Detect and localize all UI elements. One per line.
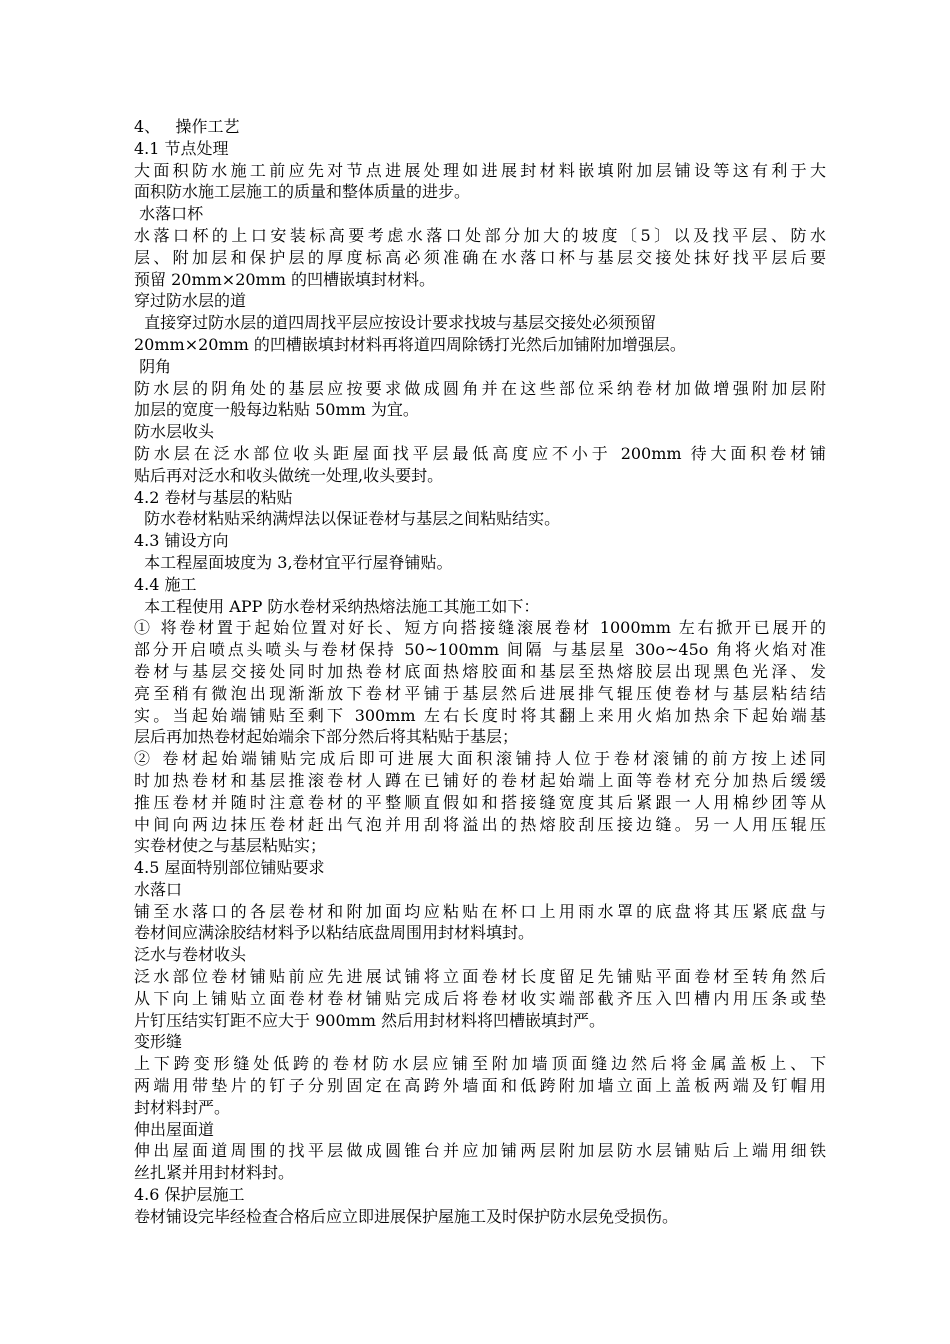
text-line: 卷材与基层交接处同时加热卷材底面热熔胶面和基层至热熔胶层出现黑色光泽、发: [134, 661, 826, 681]
text-line: 实。当起始端铺贴至剩下 300mm 左右长度时将其翻上来用火焰加热余下起始端基: [134, 705, 826, 725]
text-line: 水落口杯的上口安装标高要考虑水落口处部分加大的坡度〔5〕以及找平层、防水: [134, 225, 826, 245]
text-line: 4.5 屋面特别部位铺贴要求: [134, 858, 325, 878]
text-line: 穿过防水层的道: [134, 291, 247, 311]
text-line: 加层的宽度一般每边粘贴 50mm 为宜。: [134, 400, 419, 420]
text-line: 20mm×20mm 的凹槽嵌填封材料再将道四周除锈打光然后加铺附加增强层。: [134, 334, 686, 354]
text-line: 贴后再对泛水和收头做统一处理,收头要封。: [134, 465, 444, 485]
text-line: 4.1 节点处理: [134, 138, 229, 158]
text-line: 推压卷材并随时注意卷材的平整顺直假如和搭接缝宽度其后紧跟一人用棉纱团等从: [134, 792, 826, 812]
text-line: 4.2 卷材与基层的粘贴: [134, 487, 293, 507]
text-line: 丝扎紧并用封材料封。: [134, 1163, 295, 1183]
text-line: 层、附加层和保护层的厚度标高必须准确在水落口杯与基层交接处抹好找平层后要: [134, 247, 826, 267]
text-line: 封材料封严。: [134, 1097, 231, 1117]
text-line: 4.6 保护层施工: [134, 1185, 245, 1205]
text-line: 防水层在泛水部位收头距屋面找平层最低高度应不小于 200mm 待大面积卷材铺: [134, 443, 826, 463]
text-line: 泛水部位卷材铺贴前应先进展试铺将立面卷材长度留足先铺贴平面卷材至转角然后: [134, 967, 826, 987]
text-line: 防水卷材粘贴采纳满焊法以保证卷材与基层之间粘贴结实。: [134, 509, 561, 529]
text-line: 铺至水落口的各层卷材和附加面均应粘贴在杯口上用雨水罩的底盘将其压紧底盘与: [134, 901, 826, 921]
text-line: 两端用带垫片的钉子分别固定在高跨外墙面和低跨附加墙立面上盖板两端及钉帽用: [134, 1076, 826, 1096]
text-line: 4.4 施工: [134, 574, 197, 594]
text-line: 4.3 铺设方向: [134, 531, 229, 551]
document-body: [134, 116, 826, 1228]
text-line: 伸出屋面道周围的找平层做成圆锥台并应加铺两层附加层防水层铺贴后上端用细铁: [134, 1141, 826, 1161]
text-line: ① 将卷材置于起始位置对好长、短方向搭接缝滚展卷材 1000mm 左右掀开已展开的: [134, 618, 826, 638]
text-line: 变形缝: [134, 1032, 183, 1052]
text-line: 大面积防水施工前应先对节点进展处理如进展封材料嵌填附加层铺设等这有利于大: [134, 160, 826, 180]
text-line: 面积防水施工层施工的质量和整体质量的进步。: [134, 182, 471, 202]
text-line: 亮至稍有微泡出现渐渐放下卷材平铺于基层然后进展排气辊压使卷材与基层粘结结: [134, 683, 826, 703]
text-line: 阴角: [134, 356, 172, 376]
text-line: 本工程使用 APP 防水卷材采纳热熔法施工其施工如下：: [134, 596, 540, 616]
text-line: 从下向上铺贴立面卷材卷材铺贴完成后将卷材收实端部截齐压入凹槽内用压条或垫: [134, 988, 826, 1008]
text-line: 预留 20mm×20mm 的凹槽嵌填封材料。: [134, 269, 435, 289]
text-line: 防水层收头: [134, 422, 215, 442]
text-line: 卷材铺设完毕经检查合格后应立即进展保护屋施工及时保护防水层免受损伤。: [134, 1206, 679, 1226]
text-line: 层后再加热卷材起始端余下部分然后将其粘贴于基层；: [134, 727, 519, 747]
text-line: 水落口: [134, 879, 183, 899]
text-line: 防水层的阴角处的基层应按要求做成圆角并在这些部位采纳卷材加做增强附加层附: [134, 378, 826, 398]
text-line: 本工程屋面坡度为 3,卷材宜平行屋脊铺贴。: [134, 552, 453, 572]
text-line: 中间向两边抹压卷材赶出气泡并用刮将溢出的热熔胶刮压接边缝。另一人用压辊压: [134, 814, 826, 834]
text-line: 实卷材使之与基层粘贴实；: [134, 836, 327, 856]
text-line: 上下跨变形缝处低跨的卷材防水层应铺至附加墙顶面缝边然后将金属盖板上、下: [134, 1054, 826, 1074]
text-line: ② 卷材起始端铺贴完成后即可进展大面积滚铺持人位于卷材滚铺的前方按上述同: [134, 749, 826, 769]
text-line: 伸出屋面道: [134, 1119, 215, 1139]
text-line: 4、 操作工艺: [134, 117, 240, 136]
text-line: 卷材间应满涂胶结材料予以粘结底盘周围用封材料填封。: [134, 923, 535, 943]
text-line: 泛水与卷材收头: [134, 945, 247, 965]
text-line: 水落口杯: [134, 204, 204, 224]
text-line: 时加热卷材和基层推滚卷材人蹲在已铺好的卷材起始端上面等卷材充分加热后缓缓: [134, 770, 826, 790]
text-line: 部分开启喷点头喷头与卷材保持 50~100mm 间隔 与基层星 30o~45o 角将火焰对准: [134, 640, 826, 660]
text-line: 片钉压结实钉距不应大于 900mm 然后用封材料将凹槽嵌填封严。: [134, 1010, 606, 1030]
text-line: 直接穿过防水层的道四周找平层应按设计要求找坡与基层交接处必须预留: [134, 313, 657, 333]
